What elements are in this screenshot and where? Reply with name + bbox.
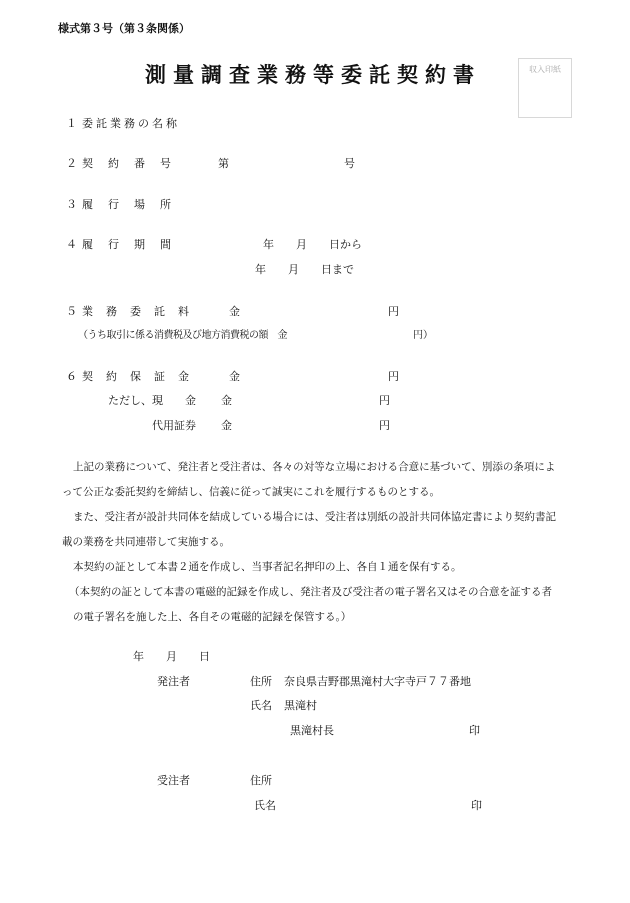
orderer-seal: 印 <box>469 724 480 737</box>
item6-bond-label: 代用証券 <box>152 419 196 432</box>
paragraph4-line2: の電子署名を施した上、各自その電磁的記録を保管する。） <box>73 611 352 623</box>
item2-suffix: 号 <box>344 157 355 170</box>
item3-number: ３ <box>66 198 77 211</box>
contract-date: 年 月 日 <box>133 650 210 663</box>
item1-number: １ <box>66 117 77 130</box>
item4-number: ４ <box>66 238 77 251</box>
item2-prefix: 第 <box>218 157 229 170</box>
item6-cash-kin: 金 <box>221 394 232 407</box>
orderer-title: 黒滝村長 <box>290 724 334 737</box>
item6-kin: 金 <box>229 370 240 383</box>
item6-yen: 円 <box>388 370 399 383</box>
contractor-name-label: 氏名 <box>254 799 276 812</box>
paragraph2-line2: 載の業務を共同連帯して実施する。 <box>62 536 230 548</box>
item6-cash-label: ただし、現 金 <box>108 394 196 407</box>
orderer-name: 黒滝村 <box>284 699 317 712</box>
item4-label: 履 行 期 間 <box>82 238 173 251</box>
orderer-role: 発注者 <box>157 675 190 688</box>
item1-label: 委託業務の名称 <box>82 117 180 130</box>
item5-kin: 金 <box>229 305 240 318</box>
contractor-seal: 印 <box>471 799 482 812</box>
item4-start: 年 月 日から <box>263 238 362 251</box>
orderer-name-label: 氏名 <box>250 699 272 712</box>
item5-label: 業 務 委 託 料 <box>82 305 190 318</box>
item6-bond-kin: 金 <box>221 419 232 432</box>
item6-bond-yen: 円 <box>379 419 390 432</box>
item5-number: ５ <box>66 305 77 318</box>
orderer-address: 奈良県吉野郡黒滝村大字寺戸７７番地 <box>284 675 471 688</box>
form-number: 様式第３号（第３条関係） <box>58 22 190 35</box>
paragraph1-line2: って公正な委託契約を締結し、信義に従って誠実にこれを履行するものとする。 <box>62 486 440 498</box>
paragraph3: 本契約の証として本書２通を作成し、当事者記名押印の上、各自１通を保有する。 <box>73 561 462 573</box>
item5-tax-note-close: 円） <box>413 330 433 341</box>
item6-number: ６ <box>66 370 77 383</box>
item3-label: 履 行 場 所 <box>82 198 173 211</box>
document-title: 測量調査業務等委託契約書 <box>145 62 481 87</box>
paragraph2-line1: また、受注者が設計共同体を結成している場合には、受注者は別紙の設計共同体協定書により契約書記 <box>73 511 556 523</box>
orderer-address-label: 住所 <box>250 675 272 688</box>
contractor-address-label: 住所 <box>250 774 272 787</box>
contractor-role: 受注者 <box>157 774 190 787</box>
paragraph4-line1: （本契約の証として本書の電磁的記録を作成し、発注者及び受注者の電子署名又はその合意を証する者 <box>69 586 552 598</box>
revenue-stamp-label: 収入印紙 <box>529 65 561 74</box>
item5-yen: 円 <box>388 305 399 318</box>
item6-label: 契 約 保 証 金 <box>82 370 190 383</box>
item6-cash-yen: 円 <box>379 394 390 407</box>
item5-tax-note: （うち取引に係る消費税及び地方消費税の額 金 <box>78 330 287 341</box>
item2-number: ２ <box>66 157 77 170</box>
revenue-stamp-box <box>518 58 572 118</box>
item4-end: 年 月 日まで <box>255 263 354 276</box>
item2-label: 契 約 番 号 <box>82 157 173 170</box>
paragraph1-line1: 上記の業務について、発注者と受注者は、各々の対等な立場における合意に基づいて、別添の条項によ <box>73 461 556 473</box>
